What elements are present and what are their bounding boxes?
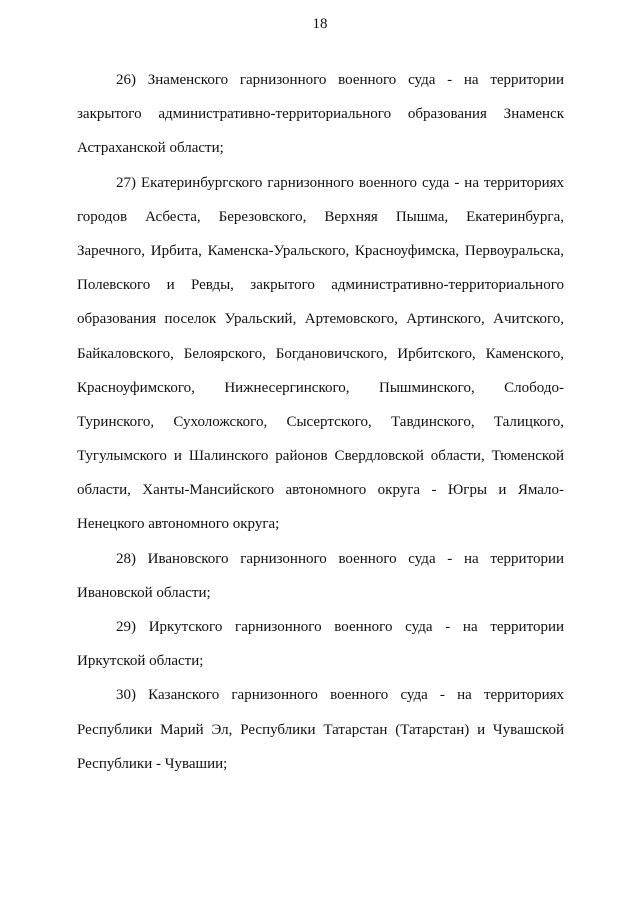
text-line: Заречного, Ирбита, Каменска-Уральского, Красноуфимска, Первоуральска,: [77, 242, 564, 259]
paragraph-30: [77, 684, 564, 787]
text-line: области, Ханты-Мансийского автономного округа - Югры и Ямало-: [77, 482, 564, 499]
document-body: [77, 69, 564, 787]
text-line: Полевского и Ревды, закрытого административно-территориального: [77, 277, 564, 294]
text-line: 27) Екатеринбургского гарнизонного военного суда - на территориях: [116, 174, 564, 191]
text-line: Республики Марий Эл, Республики Татарстан (Татарстан) и Чувашской: [77, 721, 564, 738]
text-line: городов Асбеста, Березовского, Верхняя Пышма, Екатеринбурга,: [77, 208, 564, 225]
paragraph-27: [77, 172, 564, 548]
paragraph-26: [77, 69, 564, 172]
text-line: Туринского, Сухоложского, Сысертского, Тавдинского, Талицкого,: [77, 413, 564, 430]
text-line: Ивановской области;: [77, 584, 211, 601]
text-line: 29) Иркутского гарнизонного военного суда - на территории: [116, 619, 564, 635]
text-line: Иркутской области;: [77, 653, 204, 670]
text-line: Тугулымского и Шалинского районов Свердловской области, Тюменской: [77, 448, 564, 465]
text-line: образования поселок Уральский, Артемовского, Артинского, Ачитского,: [77, 311, 564, 328]
text-line: Ненецкого автономного округа;: [77, 516, 280, 533]
text-line: Байкаловского, Белоярского, Богдановичского, Ирбитского, Каменского,: [77, 345, 564, 362]
page-number: 18: [312, 16, 328, 32]
text-line: 28) Ивановского гарнизонного военного суда - на территории: [116, 550, 564, 567]
text-line: Республики - Чувашии;: [77, 755, 228, 772]
text-line: 26) Знаменского гарнизонного военного суда - на территории: [116, 72, 564, 88]
paragraph-29: [77, 616, 564, 684]
text-line: 30) Казанского гарнизонного военного суда - на территориях: [116, 687, 564, 704]
paragraph-28: [77, 548, 564, 616]
text-line: Красноуфимского, Нижнесергинского, Пышминского, Слободо-: [77, 379, 564, 396]
text-line: закрытого административно-территориального образования Знаменск: [77, 106, 564, 123]
text-line: Астраханской области;: [77, 140, 224, 157]
